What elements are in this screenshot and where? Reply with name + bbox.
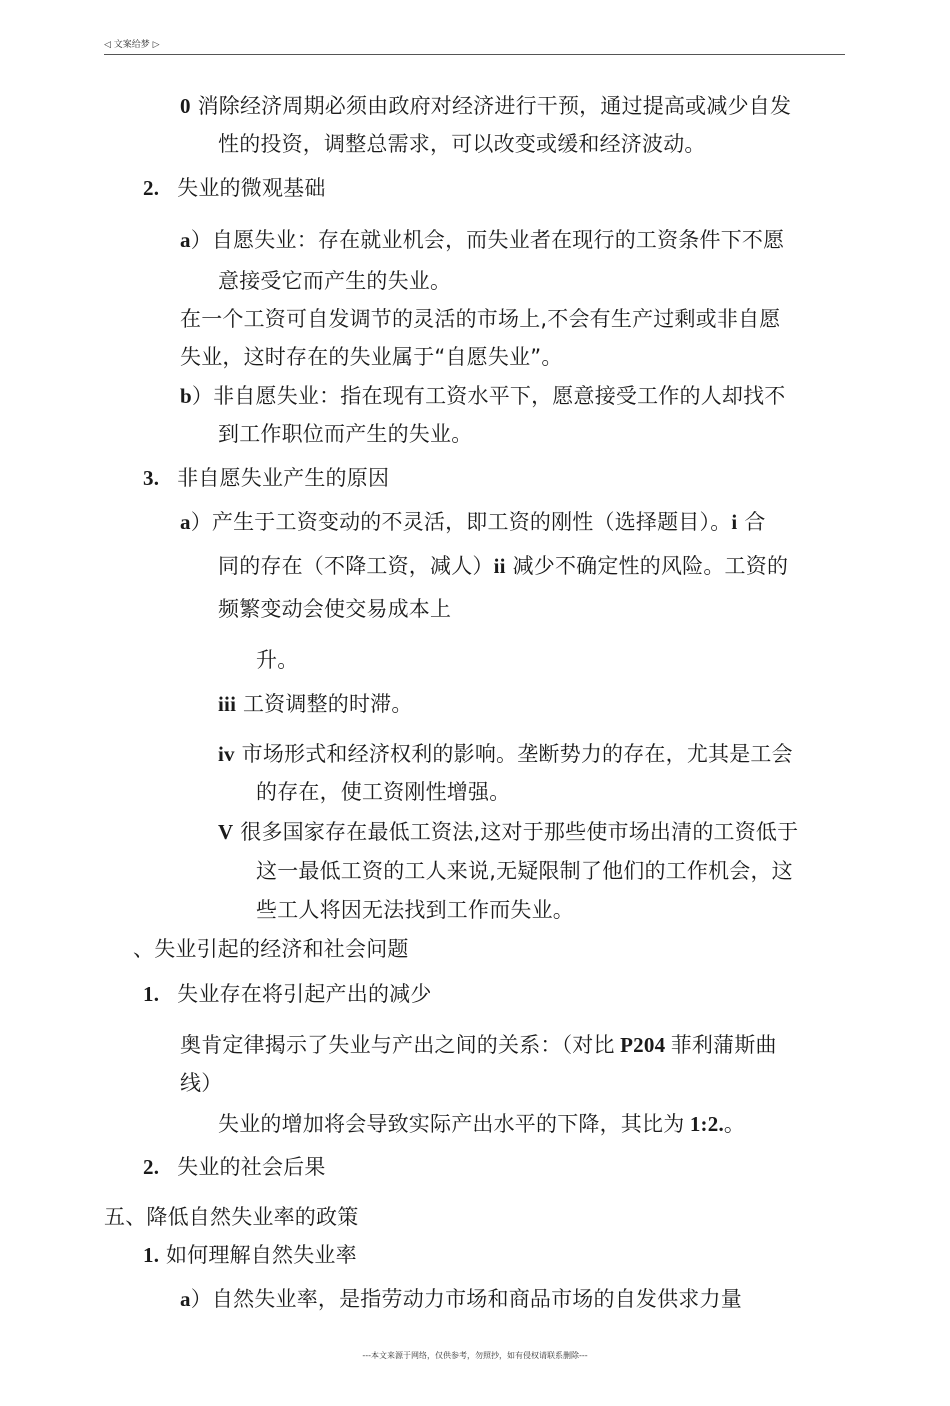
paragraph-line bbox=[180, 508, 766, 536]
line-text: 减少不确定性的风险。工资的 bbox=[505, 554, 789, 578]
paragraph-line bbox=[180, 382, 786, 410]
line-text: 同的存在（不降工资，减人） bbox=[218, 554, 494, 578]
paragraph-line bbox=[256, 857, 793, 885]
line-text: 市场形式和经济权利的影响。垄断势力的存在，尤其是工会 bbox=[234, 742, 793, 766]
section-heading bbox=[143, 1153, 326, 1181]
line-text: 失业的微观基础 bbox=[177, 176, 326, 200]
roman-marker: iv bbox=[218, 742, 235, 766]
paragraph-line bbox=[180, 92, 791, 120]
paragraph-line bbox=[256, 896, 574, 924]
line-text: 失业，这时存在的失业属于“自愿失业”。 bbox=[180, 345, 563, 369]
section-heading bbox=[143, 464, 389, 492]
line-text: 在一个工资可自发调节的灵活的市场上,不会有生产过剩或非自愿 bbox=[180, 307, 781, 331]
line-text: 升。 bbox=[256, 648, 299, 672]
paragraph-line bbox=[180, 1285, 742, 1313]
line-text: 很多国家存在最低工资法,这对于那些使市场出清的工资低于 bbox=[233, 820, 799, 844]
paragraph-line bbox=[180, 343, 563, 371]
line-text: 五、降低自然失业率的政策 bbox=[104, 1205, 359, 1229]
line-text: 线） bbox=[180, 1071, 223, 1095]
section-heading bbox=[143, 1241, 357, 1269]
line-text: 性的投资，调整总需求，可以改变或缓和经济波动。 bbox=[218, 132, 706, 156]
paragraph-line bbox=[218, 267, 451, 295]
paragraph-line bbox=[180, 1069, 222, 1097]
paragraph-line bbox=[180, 305, 780, 333]
paragraph-line bbox=[218, 595, 451, 623]
section-heading bbox=[143, 980, 432, 1008]
line-text: 意接受它而产生的失业。 bbox=[218, 269, 452, 293]
list-marker: 0 bbox=[180, 94, 191, 118]
paragraph-line bbox=[180, 1031, 777, 1059]
header-logo-text: ◁ 文案给梦 ▷ bbox=[104, 40, 160, 50]
line-text: 失业的增加将会导致实际产出水平的下降，其比为 bbox=[218, 1112, 685, 1136]
line-text: 失业的社会后果 bbox=[177, 1155, 326, 1179]
paragraph-line bbox=[256, 778, 510, 806]
chapter-heading bbox=[104, 1203, 358, 1231]
roman-marker: ii bbox=[493, 554, 506, 578]
paragraph-line bbox=[180, 226, 784, 254]
roman-marker: i bbox=[731, 510, 738, 534]
line-text: 些工人将因无法找到工作而失业。 bbox=[256, 898, 574, 922]
line-text: 奥肯定律揭示了失业与产出之间的关系：（对比 bbox=[180, 1033, 615, 1057]
line-text: 非自愿失业产生的原因 bbox=[177, 466, 390, 490]
line-text: 如何理解自然失业率 bbox=[159, 1243, 357, 1267]
list-number: 1. bbox=[143, 982, 160, 1006]
paragraph-line bbox=[218, 1110, 745, 1138]
line-text: ）产生于工资变动的不灵活，即工资的刚性（选择题目）。 bbox=[190, 510, 732, 534]
line-text: ）自愿失业：存在就业机会，而失业者在现行的工资条件下不愿 bbox=[190, 228, 785, 252]
line-text: ）非自愿失业：指在现有工资水平下，愿意接受工作的人却找不 bbox=[191, 384, 786, 408]
paragraph-line bbox=[218, 740, 793, 768]
section-heading bbox=[133, 935, 409, 963]
list-marker: a bbox=[180, 510, 191, 534]
paragraph-line bbox=[218, 818, 798, 846]
paragraph-line bbox=[218, 552, 788, 580]
list-number: 3. bbox=[143, 466, 160, 490]
list-marker: b bbox=[180, 384, 192, 408]
line-text: 、失业引起的经济和社会问题 bbox=[133, 937, 409, 961]
ratio-value: 1:2. bbox=[684, 1112, 724, 1136]
list-marker: a bbox=[180, 228, 191, 252]
line-text: 这一最低工资的工人来说,无疑限制了他们的工作机会，这 bbox=[256, 859, 793, 883]
list-marker: a bbox=[180, 1287, 191, 1311]
roman-marker: iii bbox=[218, 692, 237, 716]
line-text: 的存在，使工资刚性增强。 bbox=[256, 780, 511, 804]
paragraph-line bbox=[218, 690, 413, 718]
paragraph-line bbox=[218, 130, 706, 158]
line-text: 失业存在将引起产出的减少 bbox=[177, 982, 432, 1006]
list-number: 2. bbox=[143, 176, 160, 200]
page-footer: ---本文来源于网络，仅供参考，勿照抄，如有侵权请联系删除--- bbox=[362, 1351, 588, 1360]
page-header bbox=[104, 38, 845, 55]
line-text: 菲利蒲斯曲 bbox=[670, 1033, 777, 1057]
list-number: 1. bbox=[143, 1243, 160, 1267]
line-text: 。 bbox=[723, 1112, 746, 1136]
list-number: 2. bbox=[143, 1155, 160, 1179]
line-text: ）自然失业率，是指劳动力市场和商品市场的自发供求力量 bbox=[190, 1287, 742, 1311]
line-text: 到工作职位而产生的失业。 bbox=[218, 422, 473, 446]
line-text: 工资调整的时滞。 bbox=[236, 692, 413, 716]
line-text: 频繁变动会使交易成本上 bbox=[218, 597, 452, 621]
line-text: 合 bbox=[737, 510, 766, 534]
section-heading bbox=[143, 174, 326, 202]
paragraph-line bbox=[256, 646, 298, 674]
line-text: 消除经济周期必须由政府对经济进行干预，通过提高或减少自发 bbox=[190, 94, 792, 118]
roman-marker: V bbox=[218, 820, 234, 844]
page-ref: P204 bbox=[614, 1033, 671, 1057]
paragraph-line bbox=[218, 420, 472, 448]
